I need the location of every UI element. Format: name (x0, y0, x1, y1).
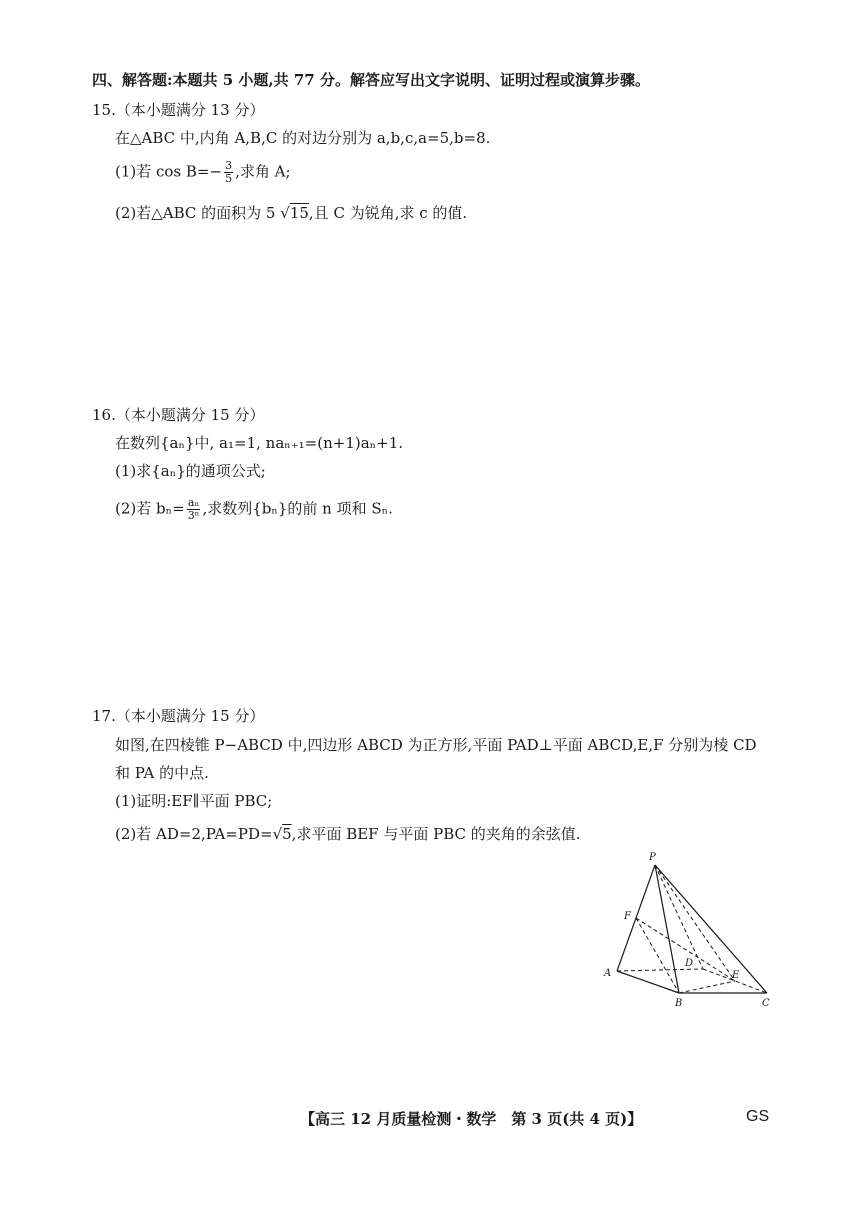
q16-p2-fraction (187, 497, 201, 522)
segment-FE (636, 918, 735, 981)
q17-part1: (1)证明:EF∥平面 PBC; (115, 792, 273, 810)
label-B: B (675, 998, 683, 1009)
pyramid-figure (595, 845, 795, 1015)
label-E: E (732, 970, 740, 981)
page-footer: 【高三 12 月质量检测・数学 第 3 页(共 4 页)】 (300, 1110, 643, 1128)
q16-part2 (115, 497, 393, 522)
label-A: A (604, 968, 612, 979)
q16-header: 16.（本小题满分 15 分） (92, 406, 265, 424)
section-heading: 四、解答题:本题共 5 小题,共 77 分。解答应写出文字说明、证明过程或演算步骤。 (92, 71, 650, 89)
q17-stem-line2: 和 PA 的中点. (115, 764, 209, 782)
q15-p1-denominator: 5 (225, 172, 233, 185)
q15-part2: (2)若△ABC 的面积为 5 √15,且 C 为锐角,求 c 的值. (115, 204, 468, 222)
q15-p2-sqrt: 15 (289, 204, 309, 222)
q17-part2: (2)若 AD=2,PA=PD=√5,求平面 BEF 与平面 PBC 的夹角的余弦值. (115, 825, 581, 843)
segment-PE (655, 865, 735, 981)
label-C: C (762, 998, 770, 1009)
q15-p2-prefix: (2)若△ABC 的面积为 5 (115, 204, 281, 222)
q15-part1 (115, 160, 291, 185)
q16-stem: 在数列{aₙ}中, a₁=1, naₙ₊₁=(n+1)aₙ+1. (115, 434, 404, 452)
q15-p1-prefix: (1)若 cos B=− (115, 162, 223, 181)
q16-p2-prefix: (2)若 bₙ= (115, 499, 185, 518)
q15-p1-suffix: ,求角 A; (235, 162, 291, 181)
label-D: D (685, 958, 694, 969)
edge-AD (617, 969, 703, 971)
q17-p2-sqrt: 5 (282, 825, 292, 843)
q17-stem-line1: 如图,在四棱锥 P−ABCD 中,四边形 ABCD 为正方形,平面 PAD⊥平面 ABCD,E,F 分别为棱 CD (115, 736, 757, 754)
segment-BE (679, 981, 735, 993)
q15-p1-fraction (224, 160, 233, 185)
edge-PD (655, 865, 703, 969)
q15-stem: 在△ABC 中,内角 A,B,C 的对边分别为 a,b,c,a=5,b=8. (115, 129, 491, 147)
q17-p2-prefix: (2)若 AD=2,PA=PD= (115, 825, 273, 843)
q17-header: 17.（本小题满分 15 分） (92, 707, 265, 725)
q16-part1: (1)求{aₙ}的通项公式; (115, 462, 266, 480)
edge-PB (655, 865, 679, 993)
q15-p1-numerator: 3 (225, 159, 233, 172)
q16-p2-suffix: ,求数列{bₙ}的前 n 项和 Sₙ. (202, 499, 393, 518)
edge-PC (655, 865, 767, 993)
q17-p2-suffix: ,求平面 BEF 与平面 PBC 的夹角的余弦值. (291, 825, 581, 843)
label-P: P (649, 852, 656, 863)
q15-header: 15.（本小题满分 13 分） (92, 101, 265, 119)
q16-p2-denominator: 3ⁿ (187, 509, 200, 522)
label-F: F (624, 911, 631, 922)
edge-AB (617, 971, 679, 993)
footer-code: GS (746, 1108, 770, 1125)
q15-p2-suffix: ,且 C 为锐角,求 c 的值. (308, 204, 468, 222)
q16-p2-numerator: aₙ (187, 496, 200, 509)
